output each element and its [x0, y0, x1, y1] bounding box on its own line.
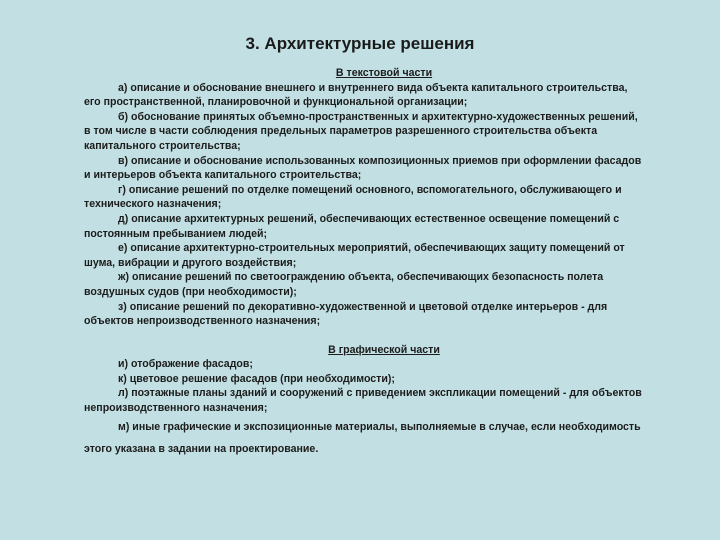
text-item-b: б) обоснование принятых объемно-пространственных и архитектурно-художественных решений, в том числе в части соблюдения предельных параметров разрешенного строительства объекта капитального строительства;	[84, 110, 638, 152]
text-item-g: г) описание решений по отделке помещений основного, вспомогательного, обслуживающего и технического назначения;	[84, 183, 622, 211]
graphic-item-k: к) цветовое решение фасадов (при необходимости);	[118, 372, 395, 385]
text-item-v: в) описание и обоснование использованных композиционных приемов при оформлении фасадов и интерьеров объекта капитального строительства;	[84, 154, 642, 182]
slide-title	[0, 34, 720, 54]
text-item-e: е) описание архитектурно-строительных мероприятий, обеспечивающих защиту помещений от шума, вибрации и другого воздействия;	[84, 242, 625, 269]
text-item-zh: ж) описание решений по светоограждению объекта, обеспечивающих безопасность полета воздушных судов (при необходимости);	[84, 271, 604, 298]
graphic-item-m: м) иные графические и экспозиционные материалы, выполняемые в случае, если необходимость этого указана в задании на проектирование.	[84, 420, 641, 455]
text-item-a: а) описание и обоснование внешнего и внутреннего вида объекта капитального строительства, его пространственной, планировочной и функциональной организации;	[84, 81, 628, 109]
content-body	[84, 66, 644, 460]
graphic-item-i: и) отображение фасадов;	[118, 358, 253, 371]
graphic-section-heading: В графической части	[328, 343, 440, 356]
slide-title-text: 3. Архитектурные решения	[245, 34, 475, 53]
text-item-z: з) описание решений по декоративно-художественной и цветовой отделке интерьеров - для объектов непроизводственного назначения;	[84, 300, 608, 328]
text-section-heading: В текстовой части	[335, 67, 433, 79]
text-item-d: д) описание архитектурных решений, обеспечивающих естественное освещение помещений с постоянным пребыванием людей;	[84, 212, 620, 240]
graphic-item-l: л) поэтажные планы зданий и сооружений с приведением экспликации помещений - для объектов непроизводственного назначения;	[84, 387, 642, 415]
section-spacer	[84, 329, 644, 343]
